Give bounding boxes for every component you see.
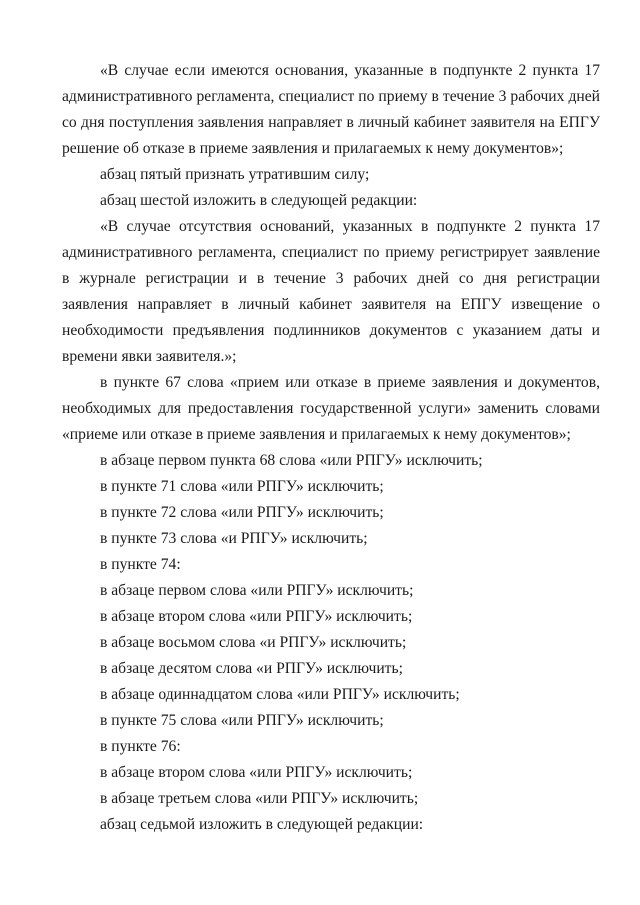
paragraph-20: абзац седьмой изложить в следующей редакции: (100, 816, 424, 833)
paragraph-14: в абзаце десятом слова «и РПГУ» исключить; (100, 660, 403, 677)
paragraph-1: «В случае если имеются основания, указанные в подпункте 2 пункта 17 административного регламента, специалист по приему в течение 3 рабочих дней со дня поступления заявления направляет в личный кабинет заявителя на ЕПГУ решение об отказе в приеме заявления и прилагаемых к нему документов»; (62, 62, 600, 157)
paragraph-12: в абзаце втором слова «или РПГУ» исключить; (100, 608, 413, 625)
paragraph-6: в абзаце первом пункта 68 слова «или РПГУ» исключить; (100, 452, 483, 469)
paragraph-7: в пункте 71 слова «или РПГУ» исключить; (100, 478, 384, 495)
paragraph-3: абзац шестой изложить в следующей редакции: (100, 192, 418, 209)
paragraph-10: в пункте 74: (100, 556, 181, 573)
paragraph-11: в абзаце первом слова «или РПГУ» исключить; (100, 582, 414, 599)
paragraph-13: в абзаце восьмом слова «и РПГУ» исключить; (100, 634, 407, 651)
paragraph-5: в пункте 67 слова «прием или отказе в приеме заявления и документов, необходимых для предоставления государственной услуги» заменить словами «приеме или отказе в приеме заявления и прилагаемых к нему документов»; (62, 374, 600, 443)
paragraph-17: в пункте 76: (100, 738, 181, 755)
paragraph-4: «В случае отсутствия оснований, указанных в подпункте 2 пункта 17 административного регламента, специалист по приему регистрирует заявление в журнале регистрации и в течение 3 рабочих дней со дня регистрации заявления направляет в личный кабинет заявителя на ЕПГУ извещение о необходимости предъявления подлинников документов с указанием даты и времени явки заявителя.»; (62, 218, 600, 365)
paragraph-2: абзац пятый признать утратившим силу; (100, 166, 370, 183)
paragraph-18: в абзаце втором слова «или РПГУ» исключить; (100, 764, 413, 781)
paragraph-9: в пункте 73 слова «и РПГУ» исключить; (100, 530, 368, 547)
paragraph-15: в абзаце одиннадцатом слова «или РПГУ» исключить; (100, 686, 460, 703)
paragraph-8: в пункте 72 слова «или РПГУ» исключить; (100, 504, 384, 521)
document-body (62, 58, 600, 838)
paragraph-19: в абзаце третьем слова «или РПГУ» исключить; (100, 790, 419, 807)
paragraph-16: в пункте 75 слова «или РПГУ» исключить; (100, 712, 384, 729)
